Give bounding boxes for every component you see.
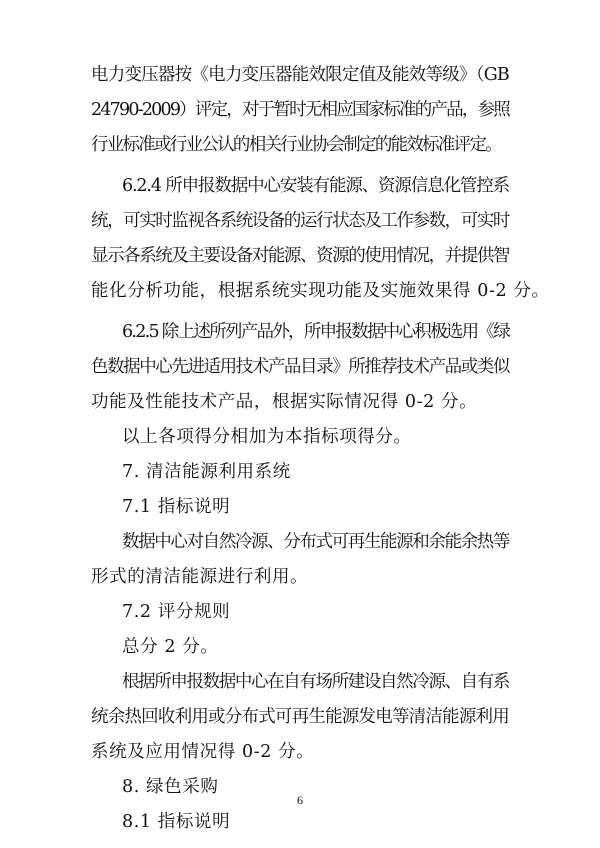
text-line: 统余热回收利用或分布式可再生能源发电等清洁能源利用 [91,707,509,727]
text-line: 行业标准或行业公认的相关行业协会制定的能效标准评定。 [91,135,501,155]
page-number: 6 [297,793,303,807]
text-line: 电力变压器按《电力变压器能效限定值及能效等级》（GB [91,65,509,85]
text-line: 显示各系统及主要设备对能源、资源的使用情况，并提供智 [91,246,509,266]
text-line: 系统及应用情况得 0-2 分。 [91,742,315,762]
text-line: 根据所申报数据中心在自有场所建设自然冷源、自有系 [122,672,509,692]
text-line: 统，可实时监视各系统设备的运行状态及工作参数，可实时 [91,211,509,231]
text-line: 8. 绿色采购 [122,777,219,797]
text-line: 能化分析功能，根据系统实现功能及实施效果得 0-2 分。 [91,281,550,301]
text-line: 形式的清洁能源进行利用。 [91,567,309,587]
text-line: 色数据中心先进适用技术产品目录》所推荐技术产品或类似 [91,357,509,377]
text-line: 功能及性能技术产品，根据实际情况得 0-2 分。 [91,392,478,412]
text-line: 6.2.5 除上述所列产品外，所申报数据中心积极选用《绿 [122,322,509,342]
text-line: 8.1 指标说明 [122,812,231,832]
text-line: 7. 清洁能源利用系统 [122,462,291,482]
text-line: 总分 2 分。 [122,637,219,657]
text-line: 以上各项得分相加为本指标项得分。 [122,427,412,447]
text-line: 7.2 评分规则 [122,602,231,622]
text-line: 7.1 指标说明 [122,497,231,517]
text-line: 6.2.4 所申报数据中心安装有能源、资源信息化管控系 [122,176,509,196]
text-line: 数据中心对自然冷源、分布式可再生能源和余能余热等 [122,532,509,552]
text-line: 24790-2009）评定，对于暂时无相应国家标准的产品，参照 [91,100,509,120]
